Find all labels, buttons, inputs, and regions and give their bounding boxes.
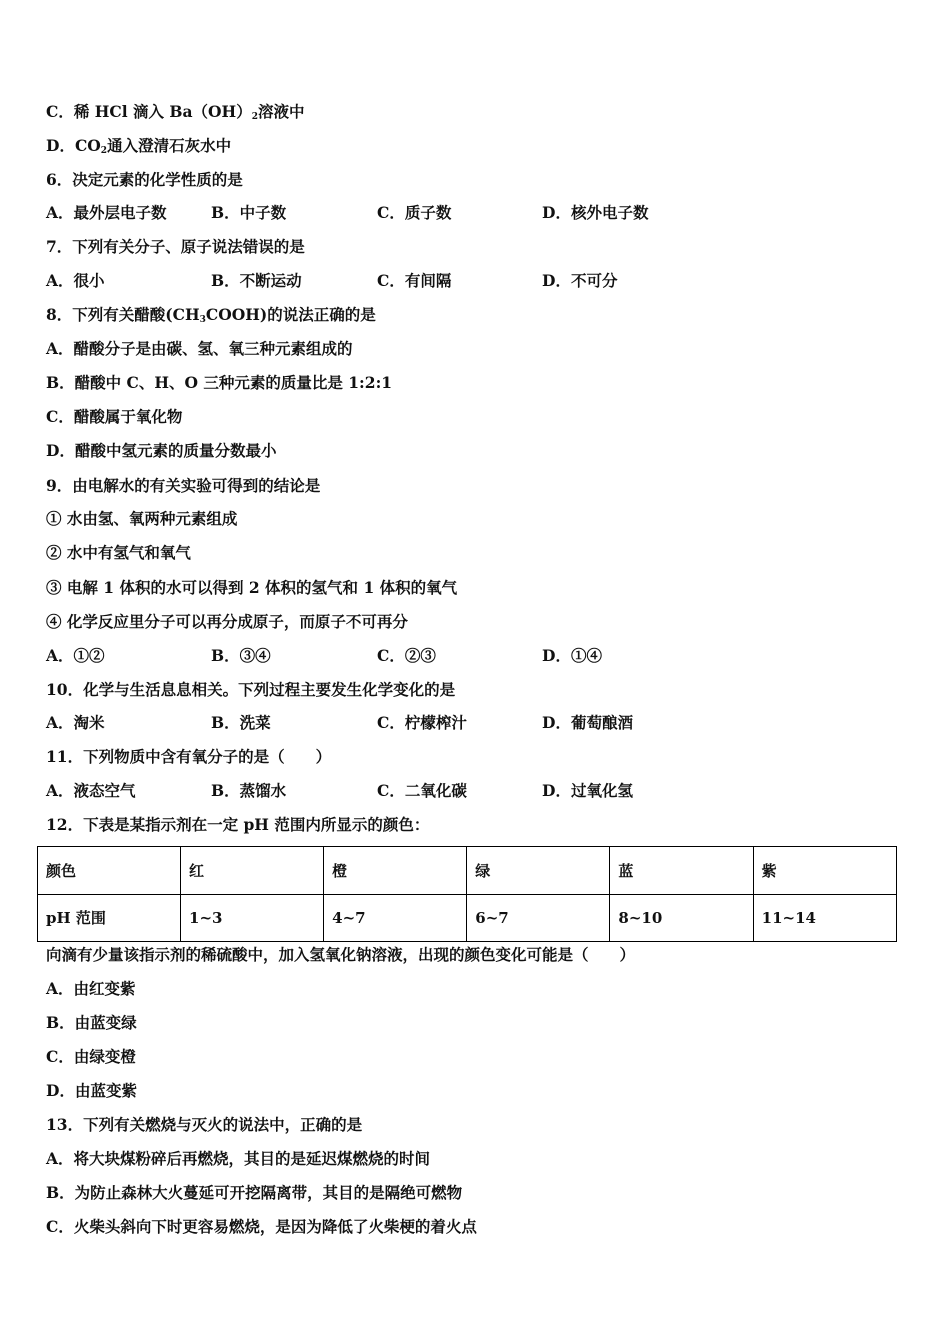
q8-option-d: D．醋酸中氢元素的质量分数最小	[46, 441, 277, 460]
table-cell: 蓝	[610, 847, 753, 895]
table-cell: 11~14	[753, 894, 896, 942]
q8-option-c: C．醋酸属于氧化物	[46, 407, 183, 426]
option-c: C．有间隔	[377, 271, 452, 290]
option-c: C．柠檬榨汁	[377, 713, 467, 732]
q8-option-a: A．醋酸分子是由碳、氢、氧三种元素组成的	[46, 339, 353, 358]
table-cell: 1~3	[181, 894, 324, 942]
q12-followup: 向滴有少量该指示剂的稀硫酸中，加入氢氧化钠溶液，出现的颜色变化可能是（ ）	[46, 945, 636, 964]
q12-option-d: D．由蓝变紫	[46, 1081, 137, 1100]
q7-stem: 7．下列有关分子、原子说法错误的是	[46, 237, 305, 256]
q12-stem: 12．下表是某指示剂在一定 pH 范围内所显示的颜色：	[46, 815, 430, 834]
option-d: D．①④	[542, 646, 602, 665]
q5-option-d: D．$CO_2$通入澄清石灰水中	[46, 136, 232, 156]
q8-stem: 8．下列有关醋酸$(CH_3COOH)$的说法正确的是	[46, 305, 376, 325]
q10-stem: 10．化学与生活息息相关。下列过程主要发生化学变化的是	[46, 680, 456, 699]
q9-stem: 9．由电解水的有关实验可得到的结论是	[46, 476, 321, 495]
option-c: C．质子数	[377, 203, 452, 222]
table-cell: 4~7	[324, 894, 467, 942]
option-b: B．蒸馏水	[211, 781, 287, 800]
q13-option-b: B．为防止森林大火蔓延可开挖隔离带，其目的是隔绝可燃物	[46, 1183, 463, 1202]
option-a: A．①②	[46, 646, 105, 665]
q13-option-a: A．将大块煤粉碎后再燃烧，其目的是延迟煤燃烧的时间	[46, 1149, 431, 1168]
q9-statement-2: ② 水中有氢气和氧气	[46, 543, 191, 562]
table-cell: 6~7	[467, 894, 610, 942]
q6-stem: 6．决定元素的化学性质的是	[46, 170, 243, 189]
table-cell: 绿	[467, 847, 610, 895]
table-cell: 8~10	[610, 894, 753, 942]
option-b: B．洗菜	[211, 713, 271, 732]
q13-stem: 13．下列有关燃烧与灭火的说法中，正确的是	[46, 1115, 363, 1134]
table-row	[38, 847, 897, 895]
table-cell: 红	[181, 847, 324, 895]
q12-option-a: A．由红变紫	[46, 979, 136, 998]
q12-option-b: B．由蓝变绿	[46, 1013, 137, 1032]
option-b: B．③④	[211, 646, 271, 665]
option-b: B．中子数	[211, 203, 287, 222]
table-cell: 紫	[753, 847, 896, 895]
table-cell: 颜色	[38, 847, 181, 895]
option-a: A．液态空气	[46, 781, 136, 800]
option-a: A．很小	[46, 271, 105, 290]
option-a: A．最外层电子数	[46, 203, 167, 222]
q12-option-c: C．由绿变橙	[46, 1047, 136, 1066]
q9-statement-4: ④ 化学反应里分子可以再分成原子，而原子不可再分	[46, 612, 408, 631]
option-d: D．核外电子数	[542, 203, 649, 222]
q5-option-c: C．稀 HCl 滴入 $Ba(OH)_2$溶液中	[46, 102, 305, 122]
q9-statement-3: ③ 电解 1 体积的水可以得到 2 体积的氢气和 1 体积的氧气	[46, 578, 458, 597]
table-row	[38, 894, 897, 942]
table-cell: 橙	[324, 847, 467, 895]
option-d: D．不可分	[542, 271, 618, 290]
q11-stem: 11．下列物质中含有氧分子的是（ ）	[46, 747, 332, 766]
ph-color-table	[37, 846, 897, 942]
q9-statement-1: ① 水由氢、氧两种元素组成	[46, 509, 238, 528]
option-b: B．不断运动	[211, 271, 302, 290]
option-c: C．②③	[377, 646, 436, 665]
option-d: D．过氧化氢	[542, 781, 633, 800]
q8-option-b: B．醋酸中 C、H、O 三种元素的质量比是 1:2:1	[46, 373, 393, 392]
option-c: C．二氧化碳	[377, 781, 467, 800]
table-cell: pH 范围	[38, 894, 181, 942]
q13-option-c: C．火柴头斜向下时更容易燃烧，是因为降低了火柴梗的着火点	[46, 1217, 477, 1236]
option-a: A．淘米	[46, 713, 105, 732]
option-d: D．葡萄酿酒	[542, 713, 633, 732]
